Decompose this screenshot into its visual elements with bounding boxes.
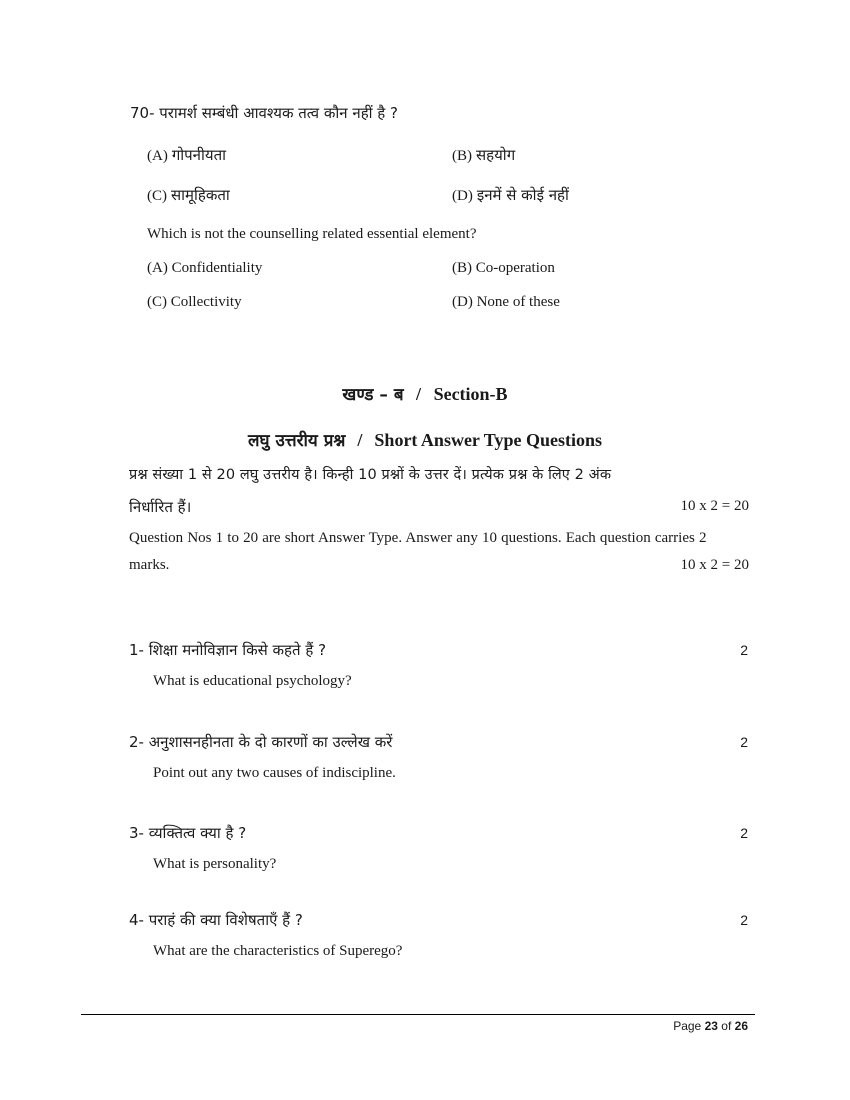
page-total: 26 <box>734 1019 748 1033</box>
q70-hindi-option-c <box>147 185 230 205</box>
q70-hindi: 70- परामर्श सम्बंधी आवश्यक तत्व कौन नहीं है ? <box>130 104 399 122</box>
q70-hindi-option-d <box>452 185 569 205</box>
question-4-hindi: 4- पराहं की क्या विशेषताएँ हैं ? <box>129 911 303 929</box>
subheading-hindi: लघु उत्तरीय प्रश्न <box>248 431 346 451</box>
option-a-label: (A) <box>147 148 168 164</box>
question-2-hindi: 2- अनुशासनहीनता के दो कारणों का उल्लेख करें <box>129 733 393 751</box>
q70-english-option-c: (C) Collectivity <box>147 294 242 310</box>
question-1-marks: 2 <box>740 642 748 658</box>
option-c-text: सामूहिकता <box>171 186 230 204</box>
subheading-english: Short Answer Type Questions <box>374 430 602 450</box>
option-b-label: (B) <box>452 148 472 164</box>
section-separator: / <box>416 384 422 404</box>
section-heading <box>0 382 850 405</box>
q70-english-option-d: (D) None of these <box>452 294 560 310</box>
option-a-text: गोपनीयता <box>171 146 227 164</box>
instructions-english-marks: 10 x 2 = 20 <box>680 557 749 573</box>
question-3-english: What is personality? <box>153 856 277 872</box>
footer-divider <box>81 1014 755 1015</box>
question-1-hindi: 1- शिक्षा मनोविज्ञान किसे कहते हैं ? <box>129 641 327 659</box>
subheading <box>0 428 850 451</box>
instructions-hindi-marks: 10 x 2 = 20 <box>680 498 749 514</box>
section-heading-hindi: खण्ड – ब <box>342 385 404 405</box>
section-heading-english: Section-B <box>433 384 508 404</box>
q70-hindi-option-b <box>452 145 515 165</box>
instructions-english-line2: marks. <box>129 557 170 573</box>
option-d-text: इनमें से कोई नहीं <box>476 186 569 204</box>
option-c-label: (C) <box>147 188 167 204</box>
question-1-english: What is educational psychology? <box>153 673 352 689</box>
question-2-marks: 2 <box>740 734 748 750</box>
option-d-label: (D) <box>452 188 473 204</box>
question-3-hindi: 3- व्यक्तित्व क्या है ? <box>129 824 247 842</box>
of-word: of <box>721 1019 732 1033</box>
question-4-marks: 2 <box>740 912 748 928</box>
option-b-text: सहयोग <box>476 146 516 164</box>
question-2-english: Point out any two causes of indiscipline. <box>153 765 396 781</box>
q70-english: Which is not the counselling related essential element? <box>147 226 477 242</box>
instructions-hindi-line1: प्रश्न संख्या 1 से 20 लघु उत्तरीय है। किन्ही 10 प्रश्नों के उत्तर दें। प्रत्येक प्रश्न के लिए 2 अंक <box>129 467 612 483</box>
page-number <box>673 1019 748 1033</box>
page-current: 23 <box>704 1019 718 1033</box>
instructions-hindi-line2: निर्धारित हैं। <box>129 498 192 516</box>
page-word: Page <box>673 1019 702 1033</box>
question-4-english: What are the characteristics of Superego? <box>153 943 403 959</box>
subheading-separator: / <box>357 430 363 450</box>
q70-hindi-option-a <box>147 145 226 165</box>
instructions-english-line1: Question Nos 1 to 20 are short Answer Type. Answer any 10 questions. Each question carries 2 <box>129 530 707 546</box>
question-3-marks: 2 <box>740 825 748 841</box>
q70-english-option-a: (A) Confidentiality <box>147 260 263 276</box>
q70-english-option-b: (B) Co-operation <box>452 260 555 276</box>
